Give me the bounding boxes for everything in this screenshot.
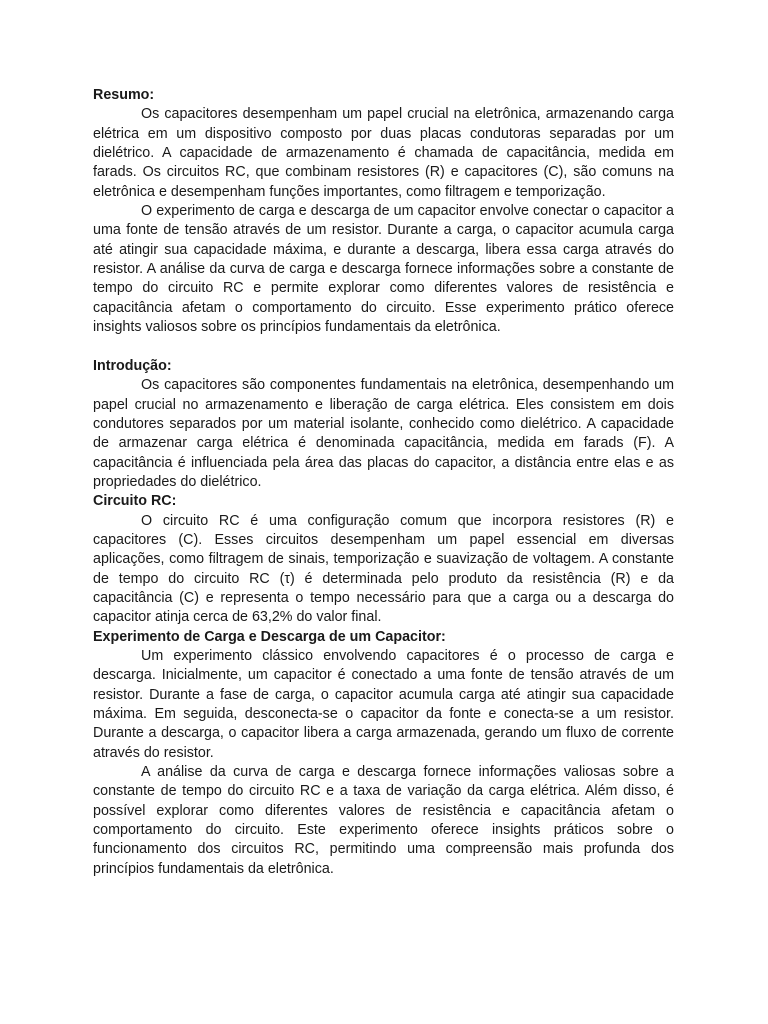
document-page [93, 86, 674, 879]
resumo-paragraph-2: O experimento de carga e descarga de um capacitor envolve conectar o capacitor a uma fonte de tensão através de um resistor. Durante a carga, o capacitor acumula carga até atingir sua capacidade máxima, e durante a descarga, libera essa carga através do resistor. A análise da curva de carga e descarga fornece informações sobre a constante de tempo do circuito RC e permite explorar como diferentes valores de resistência e capacitância afetam o comportamento do circuito. Esse experimento prático oferece insights valiosos sobre os princípios fundamentais da eletrônica. [93, 203, 674, 336]
section-heading-experimento: Experimento de Carga e Descarga de um Capacitor: [93, 628, 446, 645]
section-heading-resumo: Resumo: [93, 87, 155, 103]
section-circuito-rc [93, 492, 674, 627]
experimento-paragraph-2: A análise da curva de carga e descarga fornece informações valiosas sobre a constante de tempo do circuito RC e a taxa de variação da carga elétrica. Além disso, é possível explorar como diferentes valores de resistência e capacitância afetam o comportamento do circuito. Este experimento oferece insights práticos sobre o funcionamento dos circuitos RC, permitindo uma compreensão mais profunda dos princípios fundamentais da eletrônica. [93, 764, 674, 877]
circuito-rc-paragraph-1: O circuito RC é uma configuração comum que incorpora resistores (R) e capacitores (C). Esses circuitos desempenham um papel essencial em diversas aplicações, como filtragem de sinais, temporização e suavização de voltagem. A constante de tempo do circuito RC (τ) é determinada pelo produto da resistência (R) e da capacitância (C) e representa o tempo necessário para que a carga ou a descarga do capacitor atinja cerca de 63,2% do valor final. [93, 512, 674, 626]
introducao-paragraph-1: Os capacitores são componentes fundamentais na eletrônica, desempenhando um papel crucial no armazenamento e liberação de carga elétrica. Eles consistem em dois condutores separados por um material isolante, conhecido como dielétrico. A capacidade de armazenar carga elétrica é denominada capacitância, medida em farads (F). A capacitância é influenciada pela área das placas do capacitor, a distância entre elas e as propriedades do dielétrico. [93, 377, 674, 490]
section-heading-introducao: Introdução: [93, 357, 172, 374]
experimento-paragraph-1: Um experimento clássico envolvendo capacitores é o processo de carga e descarga. Inicialmente, um capacitor é conectado a uma fonte de tensão através de um resistor. Durante a fase de carga, o capacitor acumula carga até atingir sua capacidade máxima. Em seguida, desconecta-se o capacitor da fonte e conecta-se a um resistor. Durante a descarga, o capacitor libera a carga armazenada, gerando um fluxo de corrente através do resistor. [93, 647, 674, 761]
section-resumo [93, 86, 674, 337]
section-experimento [93, 628, 674, 879]
section-introducao [93, 357, 674, 492]
section-heading-circuito-rc: Circuito RC: [93, 493, 177, 510]
resumo-paragraph-1: Os capacitores desempenham um papel crucial na eletrônica, armazenando carga elétrica em um dispositivo composto por duas placas condutoras separadas por um dielétrico. A capacidade de armazenamento é chamada de capacitância, medida em farads. Os circuitos RC, que combinam resistores (R) e capacitores (C), são comuns na eletrônica e desempenham funções importantes, como filtragem e temporização. [93, 106, 674, 200]
section-spacer [93, 337, 674, 356]
